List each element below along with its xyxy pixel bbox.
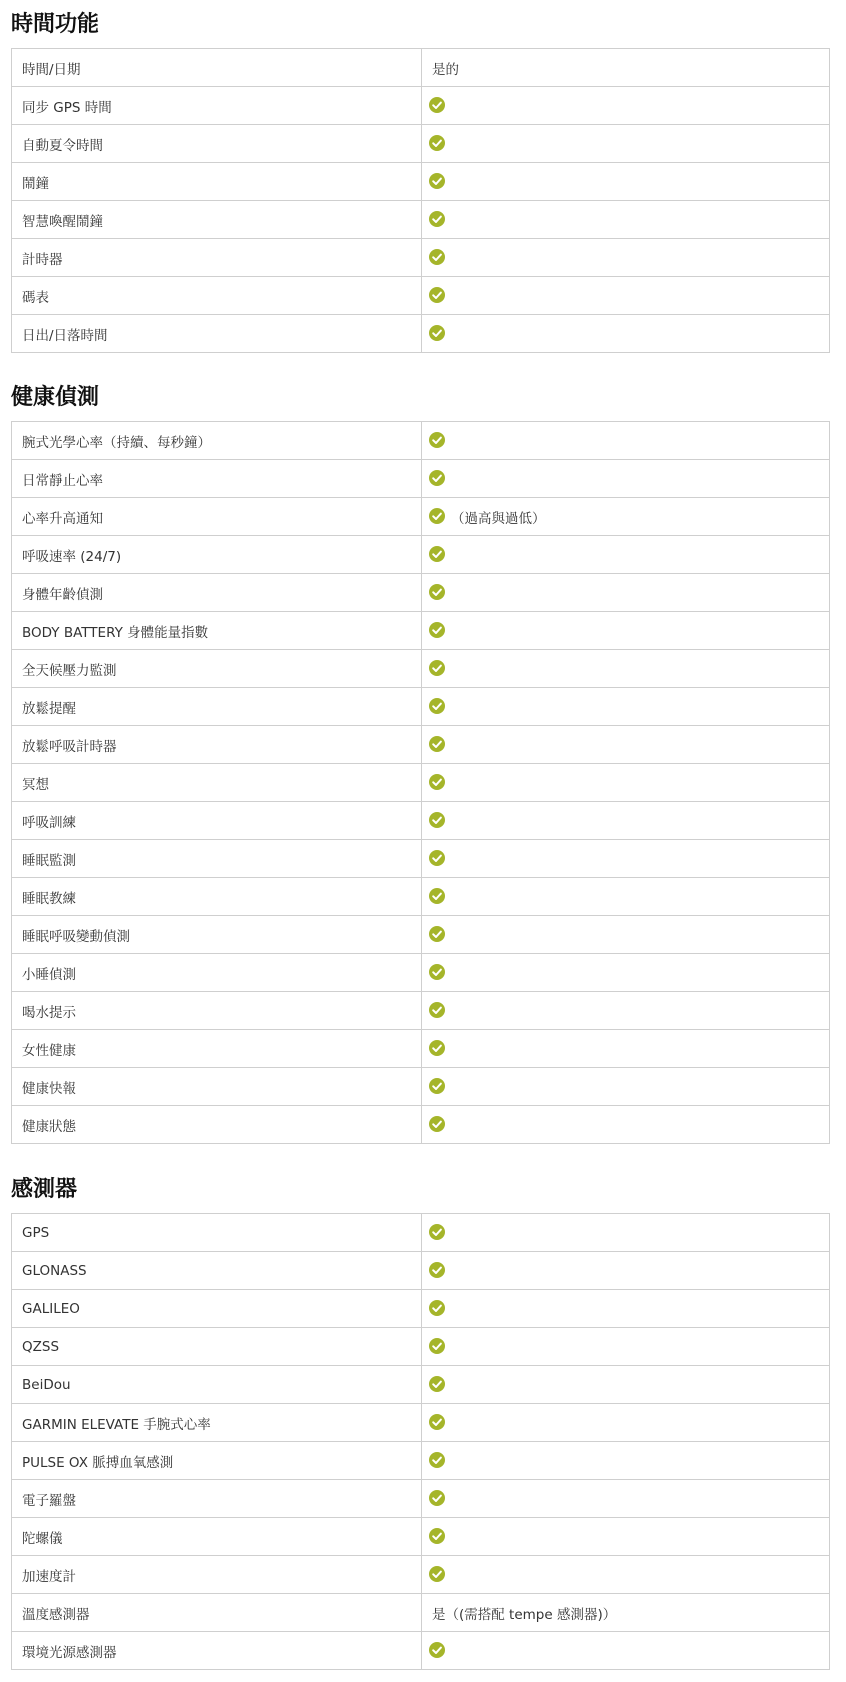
- table-row: [12, 315, 830, 353]
- section-title: 時間功能: [11, 12, 100, 37]
- check-circle-icon: [429, 97, 445, 113]
- feature-label: GARMIN ELEVATE 手腕式心率: [12, 1404, 422, 1442]
- feature-label: 睡眠教練: [12, 878, 422, 916]
- feature-value: [422, 802, 830, 840]
- table-row: [12, 536, 830, 574]
- table-row: [12, 277, 830, 315]
- check-circle-icon: [429, 325, 445, 341]
- feature-value: [422, 1030, 830, 1068]
- feature-value: [422, 498, 830, 536]
- feature-label: 心率升高通知: [12, 498, 422, 536]
- feature-label: 冥想: [12, 764, 422, 802]
- feature-label: 計時器: [12, 239, 422, 277]
- feature-value: [422, 1366, 830, 1404]
- feature-value: [422, 239, 830, 277]
- feature-value: [422, 277, 830, 315]
- check-circle-icon: [429, 1338, 445, 1354]
- table-row: [12, 802, 830, 840]
- feature-label: 放鬆提醒: [12, 688, 422, 726]
- feature-value: [422, 992, 830, 1030]
- feature-label: GLONASS: [12, 1252, 422, 1290]
- feature-label: 小睡偵測: [12, 954, 422, 992]
- section-title: 健康偵測: [11, 385, 100, 410]
- check-circle-icon: [429, 584, 445, 600]
- table-row: [12, 916, 830, 954]
- check-circle-icon: [429, 774, 445, 790]
- table-row: [12, 1442, 830, 1480]
- feature-value: [422, 1556, 830, 1594]
- table-row: [12, 125, 830, 163]
- feature-label: 自動夏令時間: [12, 125, 422, 163]
- check-circle-icon: [429, 622, 445, 638]
- check-circle-icon: [429, 211, 445, 227]
- check-circle-icon: [429, 1116, 445, 1132]
- table-row: [12, 1594, 830, 1632]
- table-row: [12, 1030, 830, 1068]
- table-row: [12, 498, 830, 536]
- feature-label: 腕式光學心率（持續、每秒鐘）: [12, 422, 422, 460]
- check-circle-icon: [429, 546, 445, 562]
- feature-value: [422, 612, 830, 650]
- table-row: [12, 1290, 830, 1328]
- table-row: [12, 460, 830, 498]
- feature-value: [422, 1632, 830, 1670]
- feature-label: QZSS: [12, 1328, 422, 1366]
- feature-value: [422, 315, 830, 353]
- check-circle-icon: [429, 1642, 445, 1658]
- table-row: [12, 764, 830, 802]
- feature-value: [422, 1480, 830, 1518]
- check-circle-icon: [429, 1528, 445, 1544]
- check-circle-icon: [429, 1262, 445, 1278]
- feature-value: [422, 916, 830, 954]
- feature-value: [422, 460, 830, 498]
- feature-value: [422, 840, 830, 878]
- feature-label: 同步 GPS 時間: [12, 87, 422, 125]
- feature-label: 健康快報: [12, 1068, 422, 1106]
- feature-value: [422, 1328, 830, 1366]
- table-row: [12, 1518, 830, 1556]
- table-row: [12, 574, 830, 612]
- check-circle-icon: [429, 1040, 445, 1056]
- feature-label: 智慧喚醒鬧鐘: [12, 201, 422, 239]
- table-row: [12, 1328, 830, 1366]
- feature-label: PULSE OX 脈搏血氧感測: [12, 1442, 422, 1480]
- check-circle-icon: [429, 850, 445, 866]
- feature-value: [422, 1290, 830, 1328]
- feature-label: 碼表: [12, 277, 422, 315]
- feature-label: 日出/日落時間: [12, 315, 422, 353]
- feature-label: 陀螺儀: [12, 1518, 422, 1556]
- feature-value: [422, 954, 830, 992]
- check-circle-icon: [429, 698, 445, 714]
- feature-label: 健康狀態: [12, 1106, 422, 1144]
- table-row: [12, 49, 830, 87]
- table-row: [12, 1632, 830, 1670]
- feature-value: [422, 1214, 830, 1252]
- feature-value: [422, 201, 830, 239]
- feature-text-value: 是的: [432, 61, 459, 78]
- check-circle-icon: [429, 1078, 445, 1094]
- feature-value: [422, 688, 830, 726]
- feature-label: 睡眠監測: [12, 840, 422, 878]
- table-row: [12, 1556, 830, 1594]
- table-row: [12, 1480, 830, 1518]
- table-row: [12, 1106, 830, 1144]
- check-circle-icon: [429, 964, 445, 980]
- table-row: [12, 612, 830, 650]
- feature-value: [422, 878, 830, 916]
- feature-label: 放鬆呼吸計時器: [12, 726, 422, 764]
- check-circle-icon: [429, 736, 445, 752]
- feature-value: [422, 125, 830, 163]
- check-circle-icon: [429, 1566, 445, 1582]
- table-row: [12, 1366, 830, 1404]
- feature-label: BeiDou: [12, 1366, 422, 1404]
- check-circle-icon: [429, 287, 445, 303]
- feature-label: 電子羅盤: [12, 1480, 422, 1518]
- feature-label: 身體年齡偵測: [12, 574, 422, 612]
- feature-label: 呼吸速率 (24/7): [12, 536, 422, 574]
- table-row: [12, 688, 830, 726]
- feature-value: [422, 422, 830, 460]
- table-row: [12, 992, 830, 1030]
- check-circle-icon: [429, 926, 445, 942]
- spec-table: [11, 1213, 830, 1670]
- feature-value: [422, 764, 830, 802]
- feature-note: （過高與過低）: [451, 510, 546, 527]
- section-time-features: [11, 10, 830, 353]
- feature-value: [422, 726, 830, 764]
- section-title: 感測器: [11, 1177, 78, 1202]
- check-circle-icon: [429, 1376, 445, 1392]
- feature-label: 鬧鐘: [12, 163, 422, 201]
- check-circle-icon: [429, 1224, 445, 1240]
- feature-value: [422, 1404, 830, 1442]
- check-circle-icon: [429, 470, 445, 486]
- feature-label: 環境光源感測器: [12, 1632, 422, 1670]
- feature-value: [422, 1442, 830, 1480]
- check-circle-icon: [429, 1490, 445, 1506]
- table-row: [12, 726, 830, 764]
- check-circle-icon: [429, 1002, 445, 1018]
- feature-value: [422, 1068, 830, 1106]
- feature-label: 時間/日期: [12, 49, 422, 87]
- feature-value: [422, 574, 830, 612]
- check-circle-icon: [429, 432, 445, 448]
- table-row: [12, 840, 830, 878]
- feature-label: 日常靜止心率: [12, 460, 422, 498]
- feature-value: [422, 163, 830, 201]
- spec-table: [11, 48, 830, 353]
- feature-value: [422, 1594, 830, 1632]
- section-sensors: [11, 1175, 830, 1670]
- check-circle-icon: [429, 173, 445, 189]
- feature-label: 全天候壓力監測: [12, 650, 422, 688]
- feature-label: 呼吸訓練: [12, 802, 422, 840]
- feature-label: GPS: [12, 1214, 422, 1252]
- table-row: [12, 954, 830, 992]
- feature-value: [422, 650, 830, 688]
- check-circle-icon: [429, 812, 445, 828]
- table-row: [12, 650, 830, 688]
- feature-value: [422, 1252, 830, 1290]
- feature-label: 溫度感測器: [12, 1594, 422, 1632]
- feature-label: GALILEO: [12, 1290, 422, 1328]
- spec-table: [11, 421, 830, 1144]
- table-row: [12, 163, 830, 201]
- feature-value: [422, 49, 830, 87]
- check-circle-icon: [429, 135, 445, 151]
- table-row: [12, 1404, 830, 1442]
- feature-value: [422, 536, 830, 574]
- table-row: [12, 878, 830, 916]
- check-circle-icon: [429, 249, 445, 265]
- feature-label: BODY BATTERY 身體能量指數: [12, 612, 422, 650]
- check-circle-icon: [429, 1414, 445, 1430]
- table-row: [12, 1214, 830, 1252]
- feature-value: [422, 1518, 830, 1556]
- feature-label: 喝水提示: [12, 992, 422, 1030]
- check-circle-icon: [429, 660, 445, 676]
- check-circle-icon: [429, 508, 445, 524]
- feature-label: 加速度計: [12, 1556, 422, 1594]
- section-health-monitoring: [11, 383, 830, 1144]
- table-row: [12, 1068, 830, 1106]
- table-row: [12, 1252, 830, 1290]
- feature-text-value: 是（(需搭配 tempe 感測器)）: [432, 1606, 617, 1623]
- check-circle-icon: [429, 1452, 445, 1468]
- table-row: [12, 422, 830, 460]
- feature-value: [422, 87, 830, 125]
- feature-label: 女性健康: [12, 1030, 422, 1068]
- table-row: [12, 201, 830, 239]
- check-circle-icon: [429, 888, 445, 904]
- feature-label: 睡眠呼吸變動偵測: [12, 916, 422, 954]
- table-row: [12, 239, 830, 277]
- check-circle-icon: [429, 1300, 445, 1316]
- table-row: [12, 87, 830, 125]
- feature-value: [422, 1106, 830, 1144]
